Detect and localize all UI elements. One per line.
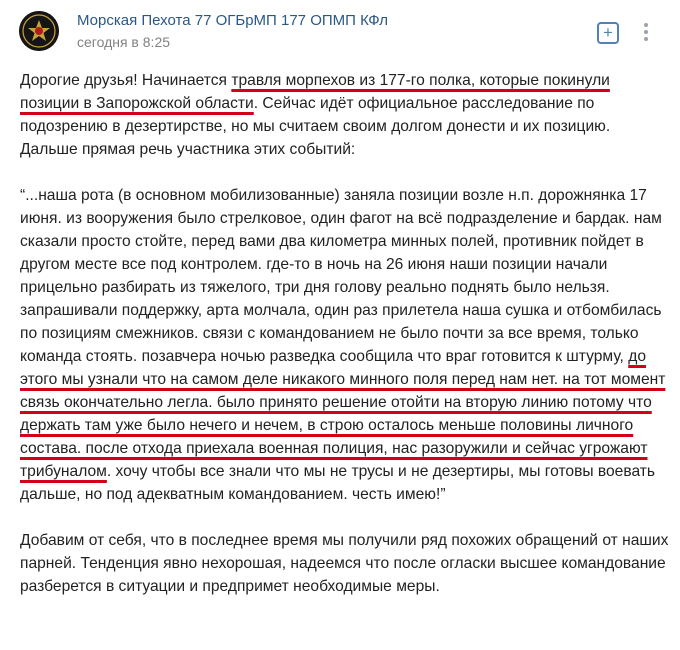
underlined-text: травля морпехов из 177-го полка, которые покинули позиции в Запорожской области (20, 72, 610, 112)
post-text (20, 69, 670, 598)
quote-paragraph: “...наша рота (в основном мобилизованные) заняла позиции возле н.п. дорожнянка 17 июня. из вооружения было стрелковое, один фагот на всё подразделение и бардак. нам сказали просто стойте, перед вами два километра минных полей, противник пойдет в другом месте все под контролем. где-то в ночь на 26 июня наши позиции начали прицельно разбирать из тяжелого, три дня голову реально поднять было нельзя. запрашивали поддержку, арта молчала, один раз прилетела наша сушка и отбомбилась по позициям смежников. связи с командованием не было почти за все время, только команда стоять. позавчера ночью разведка сообщила что враг готовится к штурму, до этого мы узнали что на самом деле никакого минного поля перед нам нет. на тот момент связь окончательно легла. было принято решение отойти на вторую линию потому что держать там уже было нечего и нечем, в строю осталось меньше половины личного состава. после отхода приехала военная полиция, нас разоружили и сейчас угрожают трибуналом. хочу чтобы все знали что мы не трусы и не дезертиры, мы готовы воевать дальше, но под адекватным командованием. честь имею!” (20, 187, 666, 503)
plus-square-icon[interactable]: + (597, 22, 619, 44)
post-header (0, 0, 680, 60)
underlined-text: до этого мы узнали что на самом деле никакого минного поля перед нам нет. на тот момент связь окончательно легла. было принято решение отойти на вторую линию потому что держать там уже было нечего и нечем, в строю осталось меньше половины личного состава. после отхода приехала военная полиция, нас разоружили и сейчас угрожают трибуналом (20, 348, 666, 480)
avatar[interactable] (19, 11, 59, 51)
group-emblem-icon (19, 11, 59, 51)
intro-paragraph: Дорогие друзья! Начинается травля морпехов из 177-го полка, которые покинули позиции в Запорожской области. Сейчас идёт официальное расследование по подозрению в дезертирстве, но мы считаем своим долгом донести и их позицию. Дальше прямая речь участника этих событий: (20, 72, 611, 158)
more-vertical-icon[interactable] (636, 20, 656, 44)
closing-paragraph: Добавим от себя, что в последнее время мы получили ряд похожих обращений от наших парней. Тенденция явно нехорошая, надеемся что после огласки высшее командование разберется в ситуации и предпримет необходимые меры. (20, 532, 669, 595)
post-time[interactable]: сегодня в 8:25 (77, 34, 171, 50)
group-name-link[interactable]: Морская Пехота 77 ОГБрМП 177 ОПМП КФл (77, 12, 388, 29)
